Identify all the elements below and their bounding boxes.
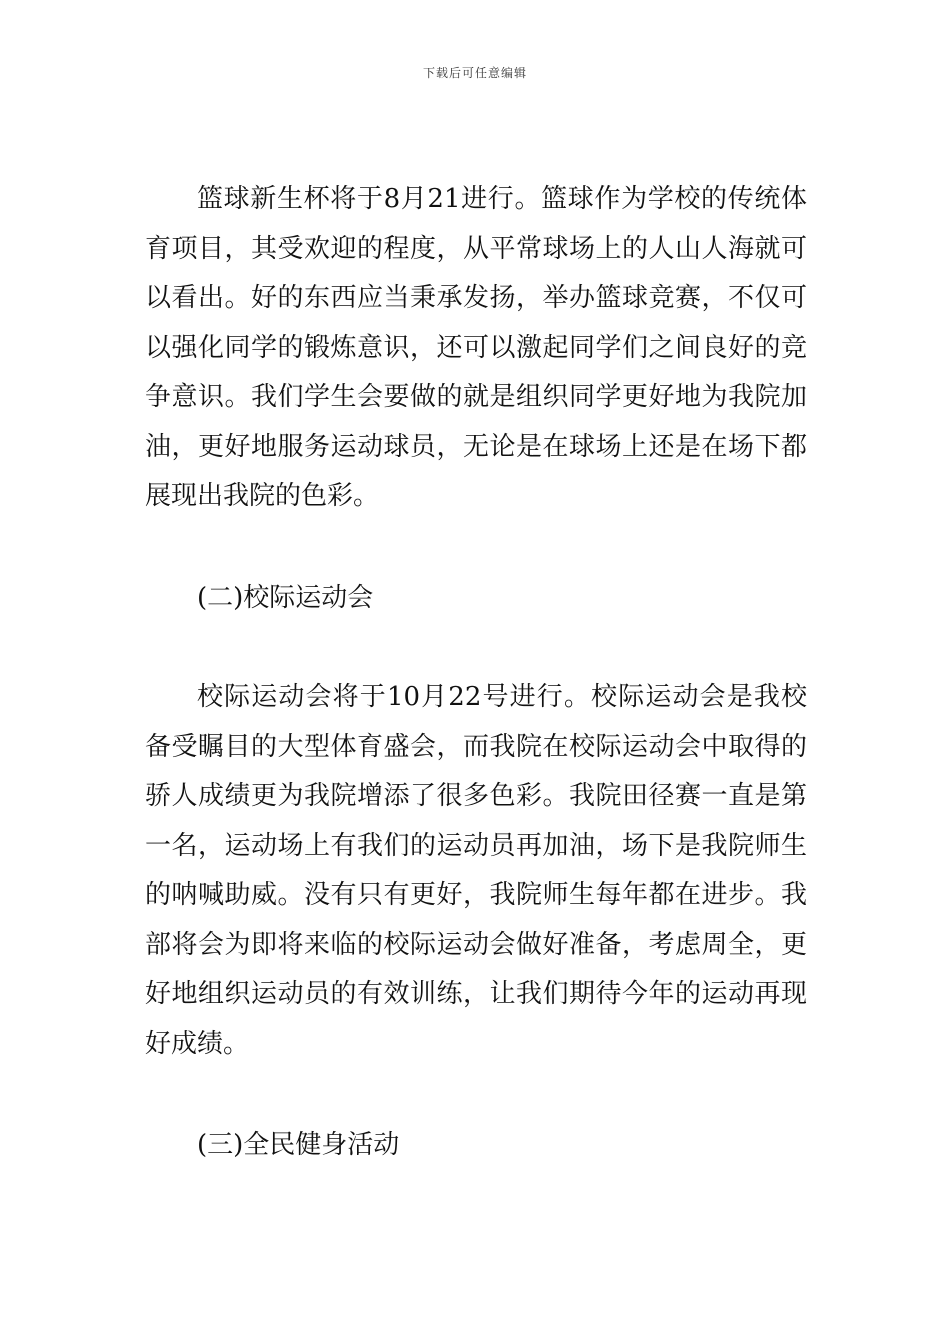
header-note: 下载后可任意编辑 [422,66,527,80]
section-heading-fitness-activities: (三)全民健身活动 [197,1130,400,1160]
section-heading-intercollegiate-games: (二)校际运动会 [197,583,374,613]
paragraph-basketball-cup: 篮球新生杯将于8月21进行。篮球作为学校的传统体育项目，其受欢迎的程度，从平常球场上的人山人海就可以看出。好的东西应当秉承发扬，举办篮球竞赛，不仅可以强化同学的锻炼意识，还可以激起同学们之间良好的竞争意识。我们学生会要做的就是组织同学更好地为我院加油，更好地服务运动球员，无论是在球场上还是在场下都展现出我院的色彩。 [145,184,807,511]
paragraph-intercollegiate-games: 校际运动会将于10月22号进行。校际运动会是我校备受瞩目的大型体育盛会，而我院在校际运动会中取得的骄人成绩更为我院增添了很多色彩。我院田径赛一直是第一名，运动场上有我们的运动员再加油，场下是我院师生的呐喊助威。没有只有更好，我院师生每年都在进步。我部将会为即将来临的校际运动会做好准备，考虑周全，更好地组织运动员的有效训练，让我们期待今年的运动再现好成绩。 [145,682,807,1059]
